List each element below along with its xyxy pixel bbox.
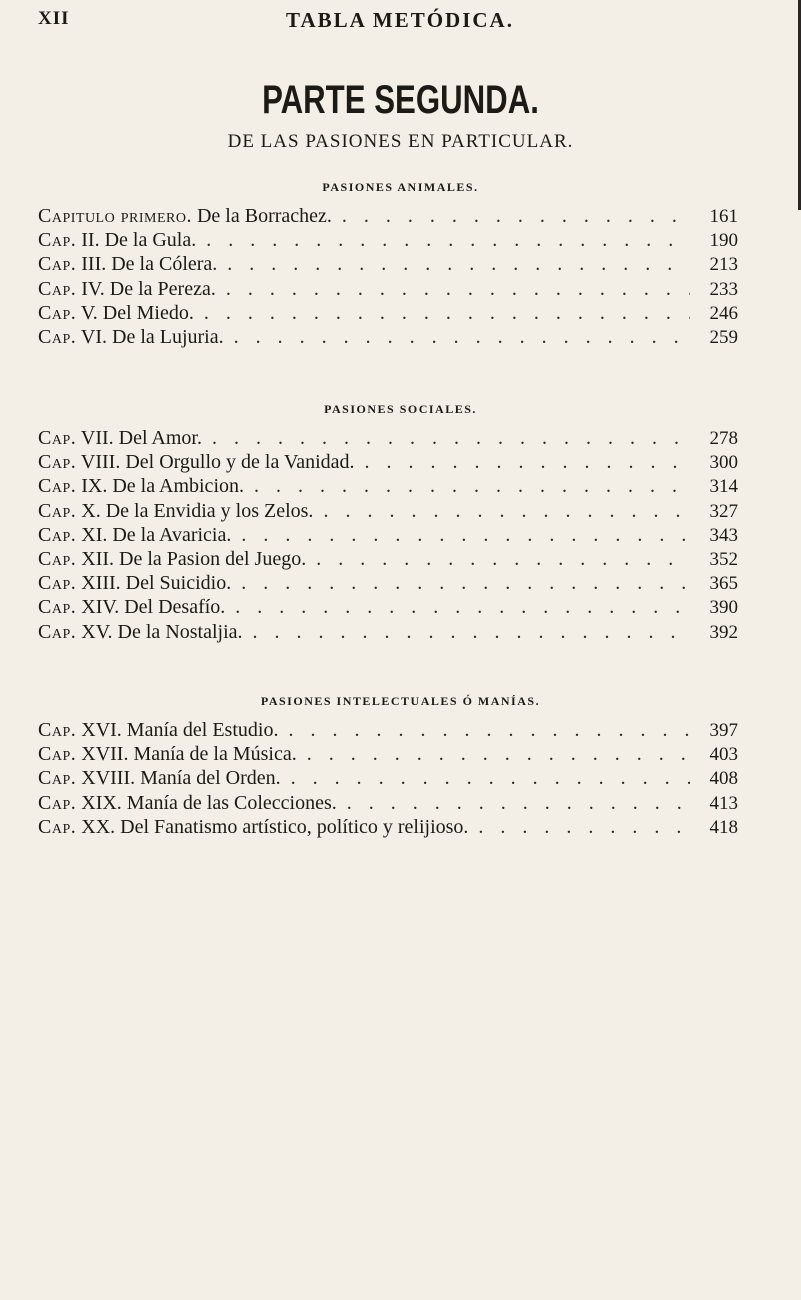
chapter-prefix: Cap.: [38, 499, 77, 522]
chapter-title: IV. De la Pereza.: [81, 277, 216, 300]
chapter-title: III. De la Cólera.: [81, 253, 218, 276]
chapter-title: XIX. Manía de las Colecciones.: [81, 791, 337, 814]
toc-label: [38, 742, 297, 766]
toc-entry: [38, 301, 738, 325]
dot-leader: [316, 547, 690, 571]
toc-entry: [38, 325, 738, 349]
toc-label: [38, 252, 217, 276]
toc-page-number: 233: [709, 278, 738, 300]
toc-entry: [38, 252, 738, 276]
dot-leader: [235, 595, 690, 619]
toc-label: [38, 595, 225, 619]
toc-page-number: 278: [709, 428, 738, 449]
chapter-title: XVI. Manía del Estudio.: [81, 719, 279, 741]
dot-leader: [288, 718, 690, 742]
section-heading-animales: PASIONES ANIMALES.: [322, 180, 479, 194]
toc-entry: [38, 595, 738, 619]
toc-label: [38, 499, 313, 523]
toc-page-number: 392: [709, 621, 738, 643]
chapter-title: XX. Del Fanatismo artístico, político y relijioso.: [81, 815, 469, 838]
dot-leader: [241, 571, 690, 595]
toc-entry: [38, 571, 738, 595]
toc-entry: [38, 204, 738, 228]
toc-entry: [38, 277, 738, 301]
toc-entry: [38, 228, 738, 252]
toc-entry: [38, 523, 738, 547]
chapter-prefix: Cap.: [38, 743, 77, 766]
toc-label: [38, 523, 231, 547]
toc-entry: [38, 474, 738, 498]
running-title: TABLA METÓDICA.: [286, 8, 514, 32]
chapter-prefix: Cap.: [38, 815, 77, 838]
toc-page-number: 327: [709, 500, 738, 522]
toc-label: [38, 301, 194, 325]
section-heading-sociales: PASIONES SOCIALES.: [324, 402, 477, 416]
dot-leader: [253, 620, 690, 644]
chapter-prefix: Cap.: [38, 277, 77, 300]
section-heading-intelectuales: PASIONES INTELECTUALES Ó MANÍAS.: [260, 694, 541, 708]
toc-page-number: 190: [709, 230, 738, 252]
chapter-title: IX. De la Ambicion.: [81, 475, 244, 498]
chapter-title: XVIII. Manía del Orden.: [81, 767, 281, 790]
dot-leader: [347, 791, 690, 815]
chapter-title: De la Borrachez.: [196, 205, 332, 227]
toc-list-animales: [38, 204, 738, 349]
toc-page-number: 300: [709, 452, 738, 474]
dot-leader: [478, 815, 690, 839]
toc-entry: [38, 620, 738, 644]
toc-label: [38, 450, 355, 474]
toc-entry: [38, 547, 738, 571]
chapter-prefix: Cap.: [38, 451, 77, 474]
chapter-prefix: Cap.: [38, 719, 77, 741]
chapter-prefix: Cap.: [38, 427, 77, 449]
toc-page-number: 390: [709, 597, 738, 619]
chapter-prefix: Cap.: [38, 229, 77, 252]
toc-entry: [38, 766, 738, 790]
dot-leader: [234, 325, 690, 349]
dot-leader: [206, 228, 690, 252]
chapter-prefix: Cap.: [38, 620, 77, 643]
chapter-title: V. Del Miedo.: [80, 301, 194, 324]
toc-label: [38, 766, 281, 790]
toc-label: [38, 718, 278, 742]
chapter-title: XV. De la Nostaljia.: [81, 620, 243, 643]
chapter-title: XIII. Del Suicidio.: [81, 572, 232, 595]
dot-leader: [307, 742, 690, 766]
chapter-title: X. De la Envidia y los Zelos.: [81, 499, 314, 522]
chapter-prefix: Cap.: [38, 791, 77, 814]
chapter-prefix: Cap.: [38, 325, 77, 348]
toc-entry: [38, 499, 738, 523]
dot-leader: [291, 766, 690, 790]
toc-label: [38, 204, 332, 228]
chapter-prefix: Cap.: [38, 572, 77, 595]
chapter-prefix: Cap.: [38, 767, 77, 790]
toc-page-number: 413: [709, 792, 738, 814]
part-subtitle: DE LAS PASIONES EN PARTICULAR.: [227, 131, 574, 152]
toc-label: [38, 620, 243, 644]
chapter-prefix: Cap.: [38, 253, 77, 276]
toc-label: [38, 277, 216, 301]
running-head: [38, 8, 738, 38]
chapter-title: XIV. Del Desafío.: [81, 596, 226, 619]
dot-leader: [254, 474, 690, 498]
toc-page-number: 408: [709, 768, 738, 790]
dot-leader: [227, 252, 690, 276]
toc-page-number: 352: [709, 548, 738, 570]
toc-label: [38, 228, 196, 252]
toc-label: [38, 815, 468, 839]
dot-leader: [226, 277, 690, 301]
chapter-prefix: Cap.: [38, 523, 77, 546]
chapter-title: VI. De la Lujuria.: [80, 325, 224, 348]
toc-entry: [38, 791, 738, 815]
toc-page-number: 403: [709, 744, 738, 766]
toc-page-number: 259: [709, 326, 738, 348]
dot-leader: [365, 450, 690, 474]
toc-page-number: 365: [709, 573, 738, 595]
chapter-prefix: Cap.: [38, 475, 77, 498]
toc-entry: [38, 718, 738, 742]
chapter-title: II. De la Gula.: [81, 229, 197, 252]
dot-leader: [342, 204, 690, 228]
chapter-prefix: Cap.: [38, 301, 77, 324]
toc-label: [38, 547, 306, 571]
toc-page-number: 397: [709, 720, 738, 741]
chapter-title: XVII. Manía de la Música.: [81, 743, 297, 766]
chapter-prefix: Cap.: [38, 547, 77, 570]
toc-entry: [38, 426, 738, 450]
toc-entry: [38, 815, 738, 839]
part-title: PARTE SEGUNDA.: [262, 78, 539, 122]
chapter-title: VII. Del Amor.: [80, 427, 202, 449]
toc-label: [38, 426, 202, 450]
dot-leader: [212, 426, 690, 450]
toc-page-number: 161: [709, 206, 738, 227]
toc-label: [38, 571, 231, 595]
toc-label: [38, 325, 224, 349]
toc-page-number: 213: [709, 254, 738, 276]
chapter-title: XII. De la Pasion del Juego.: [81, 547, 307, 570]
chapter-prefix: Cap.: [38, 596, 77, 619]
toc-page-number: 246: [709, 302, 738, 324]
toc-list-sociales: [38, 426, 738, 644]
toc-label: [38, 791, 337, 815]
chapter-title: XI. De la Avaricia.: [81, 523, 232, 546]
toc-entry: [38, 450, 738, 474]
toc-page-number: 314: [709, 476, 738, 498]
chapter-title: VIII. Del Orgullo y de la Vanidad.: [80, 451, 355, 474]
chapter-prefix: Capitulo primero.: [38, 205, 192, 227]
dot-leader: [204, 301, 690, 325]
toc-page-number: 418: [709, 816, 738, 838]
dot-leader: [241, 523, 690, 547]
page-number: XII: [38, 8, 70, 29]
toc-list-intelectuales: [38, 718, 738, 839]
toc-entry: [38, 742, 738, 766]
toc-label: [38, 474, 244, 498]
dot-leader: [323, 499, 690, 523]
toc-page-number: 343: [709, 524, 738, 546]
